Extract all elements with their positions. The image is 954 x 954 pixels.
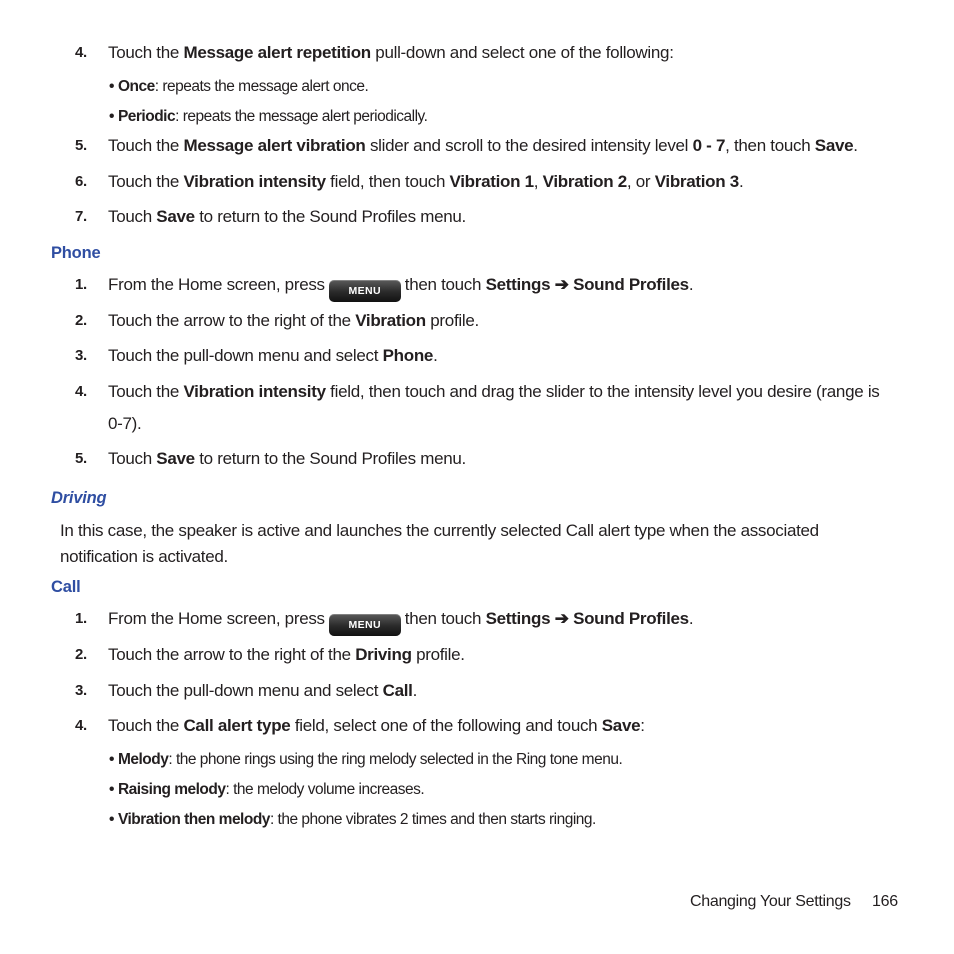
driving-paragraph-line-1: In this case, the speaker is active and launches the currently selected Call alert type when the associated [60, 521, 819, 540]
bullet-periodic: • Periodic: repeats the message alert periodically. [109, 108, 428, 125]
bullet-dot: • [109, 108, 114, 125]
bullet-dot: • [109, 781, 114, 798]
footer-page-number: 166 [872, 893, 898, 910]
menu-key-icon: MENU [329, 614, 401, 636]
heading-phone: Phone [51, 244, 101, 262]
arrow-right-icon: ➔ [550, 609, 574, 628]
bullet-dot: • [109, 751, 114, 768]
bullet-once: • Once: repeats the message alert once. [109, 78, 369, 95]
driving-paragraph-line-2: notification is activated. [60, 547, 228, 566]
footer-section-title: Changing Your Settings [690, 893, 851, 910]
heading-driving: Driving [51, 489, 107, 507]
manual-page: 4. Touch the Message alert repetition pull-down and select one of the following: • Once: repeats the message alert once. • Periodic: repeats the message alert periodically. 5. Touch the Message alert vibration slider and scroll to the desired intensity level 0 - 7, then touch Save. 6. Touch the Vibration intensity field, then touch Vibration 1, Vibration 2, or Vibration 3. 7. Touch Save to return to the Sound Profiles menu. Phone 1. From the Home screen, press MENU then touch Settings ➔ Sound Profiles. 2. Touch the arrow to the right of the Vibration profile. 3. Touch the pull-down menu and select Phone. 4. Touch the Vibration intensity field, then touch and drag the slider to the intensity level you desire (range is 0-7). 5. Touch Save to return to the Sound Profiles menu. Driving In this case, the speaker is active and launches the currently selected Call alert type when the associated notification is activated. Call 1. From the Home screen, press MENU then touch Settings ➔ Sound Profiles. 2. Touch the arrow to the right of the Driving profile. 3. Touch the pull-down menu and select Call. 4. Touch the Call alert type field, select one of the following and touch Save: • Melody: the phone rings using the ring melody selected in the Ring tone menu. • Raising melody: the melody volume increases. • Vibration then melody: the phone vibrates 2 times and then starts ringing. Changing Your Settings 166 [51, 43, 898, 910]
phone-step-4-continuation: 0-7). [108, 414, 142, 433]
arrow-right-icon: ➔ [550, 275, 574, 294]
heading-call: Call [51, 578, 81, 596]
bullet-raising-melody: • Raising melody: the melody volume increases. [109, 781, 425, 798]
bullet-vibration-then-melody: • Vibration then melody: the phone vibrates 2 times and then starts ringing. [109, 811, 596, 828]
bullet-dot: • [109, 78, 114, 95]
menu-key-icon: MENU [329, 280, 401, 302]
bullet-dot: • [109, 811, 114, 828]
bullet-melody: • Melody: the phone rings using the ring melody selected in the Ring tone menu. [109, 751, 623, 768]
